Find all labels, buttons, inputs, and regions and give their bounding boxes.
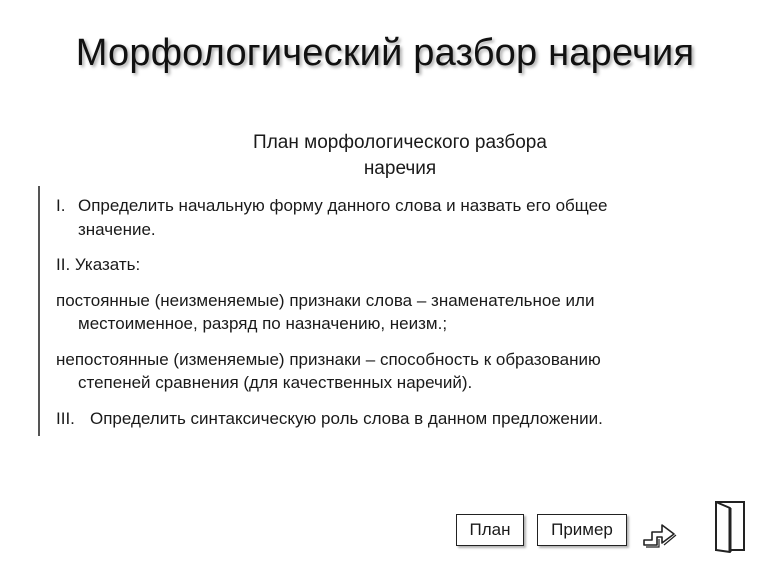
plan-heading-line-1: План морфологического разбора — [253, 132, 547, 153]
plan-item-3-line-1: постоянные (неизменяемые) признаки слова – знаменательное или — [56, 290, 595, 310]
slide-title: Морфологический разбор наречия — [75, 32, 695, 74]
plan-item-1-line-1: Определить начальную форму данного слова и назвать его общее — [78, 196, 608, 215]
exit-door-icon[interactable] — [708, 498, 752, 554]
plan-item-1 — [56, 194, 736, 241]
plan-button[interactable]: План — [456, 514, 524, 546]
plan-item-4-line-1: непостоянные (изменяемые) признаки – способность к образованию — [56, 349, 601, 369]
plan-item-5-text: Определить синтаксическую роль слова в данном предложении. — [90, 408, 603, 428]
plan-item-5 — [56, 407, 736, 431]
example-button[interactable]: Пример — [537, 514, 627, 546]
plan-heading-line-2: наречия — [363, 158, 437, 179]
plan-item-1-line-2: значение. — [78, 219, 156, 239]
plan-item-1-number: I. — [56, 196, 66, 215]
plan-item-5-number: III. — [56, 408, 75, 428]
plan-item-4 — [56, 348, 736, 395]
return-arrow-icon[interactable] — [638, 514, 678, 550]
left-divider — [38, 186, 40, 436]
plan-item-3-line-2: местоименное, разряд по назначению, неизм.; — [78, 314, 448, 333]
plan-item-2-text: II. Указать: — [56, 255, 141, 274]
plan-list — [56, 194, 736, 442]
plan-item-3 — [56, 289, 736, 336]
plan-heading — [180, 130, 620, 182]
plan-item-2 — [56, 253, 736, 277]
plan-item-4-line-2: степеней сравнения (для качественных наречий). — [78, 373, 473, 392]
